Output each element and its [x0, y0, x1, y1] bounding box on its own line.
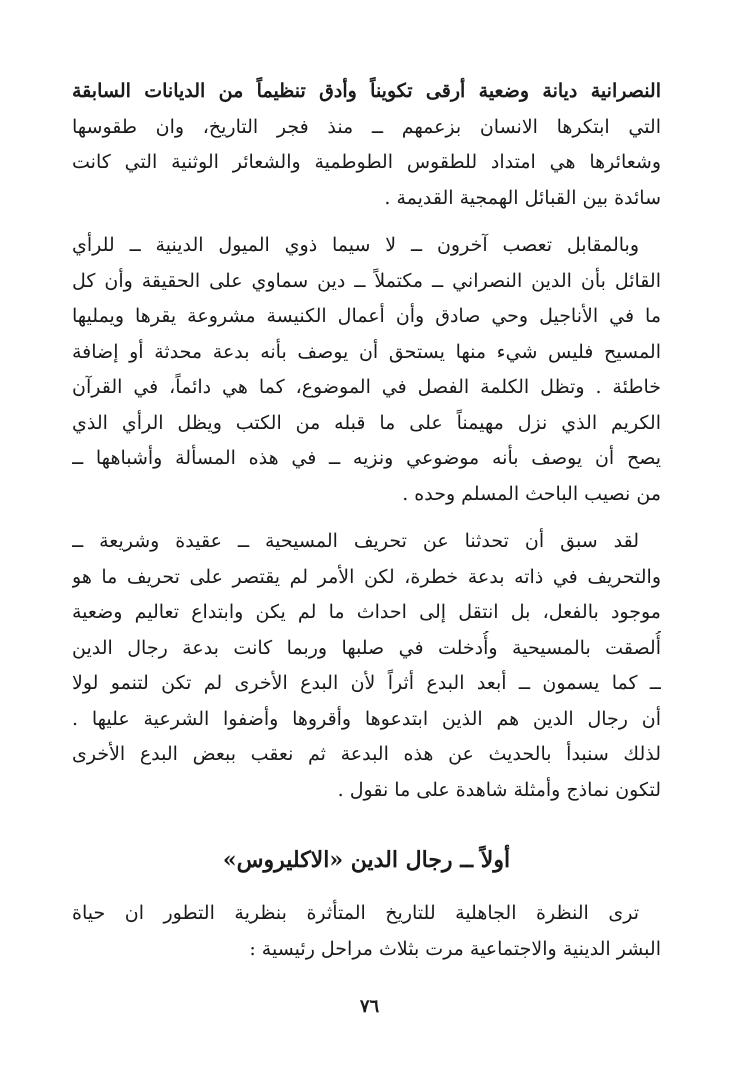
paragraph-2 [72, 228, 661, 512]
paragraph-3 [72, 524, 661, 808]
paragraph-line: التي ابتكرها الانسان بزعمهم ــ منذ فجر التاريخ، وان طقوسها [72, 115, 661, 138]
paragraph-line: أن رجال الدين هم الذين ابتدعوها وأقروها وأضفوا الشرعية عليها . [72, 707, 661, 730]
paragraph-line: ــ كما يسمون ــ أبعد البدع أثراً لأن البدع الأخرى لم تكن لتنمو لولا [72, 672, 661, 694]
paragraph-line: لقد سبق أن تحدثنا عن تحريف المسيحية ــ عقيدة وشريعة ــ [72, 530, 639, 552]
paragraph-line: وشعائرها هي امتداد للطقوس الطوطمية والشعائر الوثنية التي كانت [72, 151, 661, 173]
paragraph-line: لذلك سنبدأ بالحديث عن هذه البدعة ثم نعقب ببعض البدع الأخرى [72, 743, 661, 765]
paragraph-line: خاطئة . وتظل الكلمة الفصل في الموضوع، كما هي دائماً، في القرآن [72, 376, 661, 398]
paragraph-line: من نصيب الباحث المسلم وحده . [402, 482, 661, 505]
paragraph-1 [72, 74, 661, 216]
paragraph-line: والتحريف في ذاته بدعة خطرة، لكن الأمر لم يقتصر على تحريف ما هو [72, 565, 661, 588]
paragraph-4 [72, 896, 661, 967]
paragraph-line: لتكون نماذج وأمثلة شاهدة على ما نقول . [337, 778, 661, 801]
paragraph-line: القائل بأن الدين النصراني ــ مكتملاً ــ دين سماوي على الحقيقة وأن كل [72, 269, 661, 292]
page-number: ٧٦ [359, 996, 380, 1017]
paragraph-line: يصح أن يوصف بأنه موضوعي ونزيه ــ في هذه المسألة وأشباهها ــ [72, 447, 661, 469]
paragraph-line: النصرانية ديانة وضعية أرقى تكويناً وأدق تنظيماً من الديانات السابقة [72, 80, 661, 102]
paragraph-line: وبالمقابل تعصب آخرون ــ لا سيما ذوي الميول الدينية ــ للرأي [72, 234, 639, 256]
paragraph-line: ترى النظرة الجاهلية للتاريخ المتأثرة بنظرية التطور ان حياة [72, 902, 639, 924]
paragraph-line: أُلصقت بالمسيحية وأُدخلت في صلبها وربما كانت بدعة رجال الدين [72, 636, 661, 659]
paragraph-line: الكريم الذي نزل مهيمناً على ما قبله من الكتب ويظل الرأي الذي [72, 411, 661, 434]
paragraph-line: موجود بالفعل، بل انتقل إلى احداث ما لم يكن وابتداع تعاليم وضعية [72, 601, 661, 623]
section-heading: أولاً ــ رجال الدين «الاكليروس» [222, 847, 511, 873]
paragraph-line: المسيح فليس شيء منها يستحق أن يوصف بأنه بدعة محدثة أو إضافة [72, 340, 661, 363]
paragraph-line: سائدة بين القبائل الهمجية القديمة . [384, 186, 661, 209]
paragraph-line: ما في الأناجيل وحي صادق وأن أعمال الكنيسة مشروعة يقرها ويمليها [72, 305, 661, 327]
paragraph-line: البشر الدينية والاجتماعية مرت بثلاث مراحل رئيسية : [249, 937, 661, 960]
